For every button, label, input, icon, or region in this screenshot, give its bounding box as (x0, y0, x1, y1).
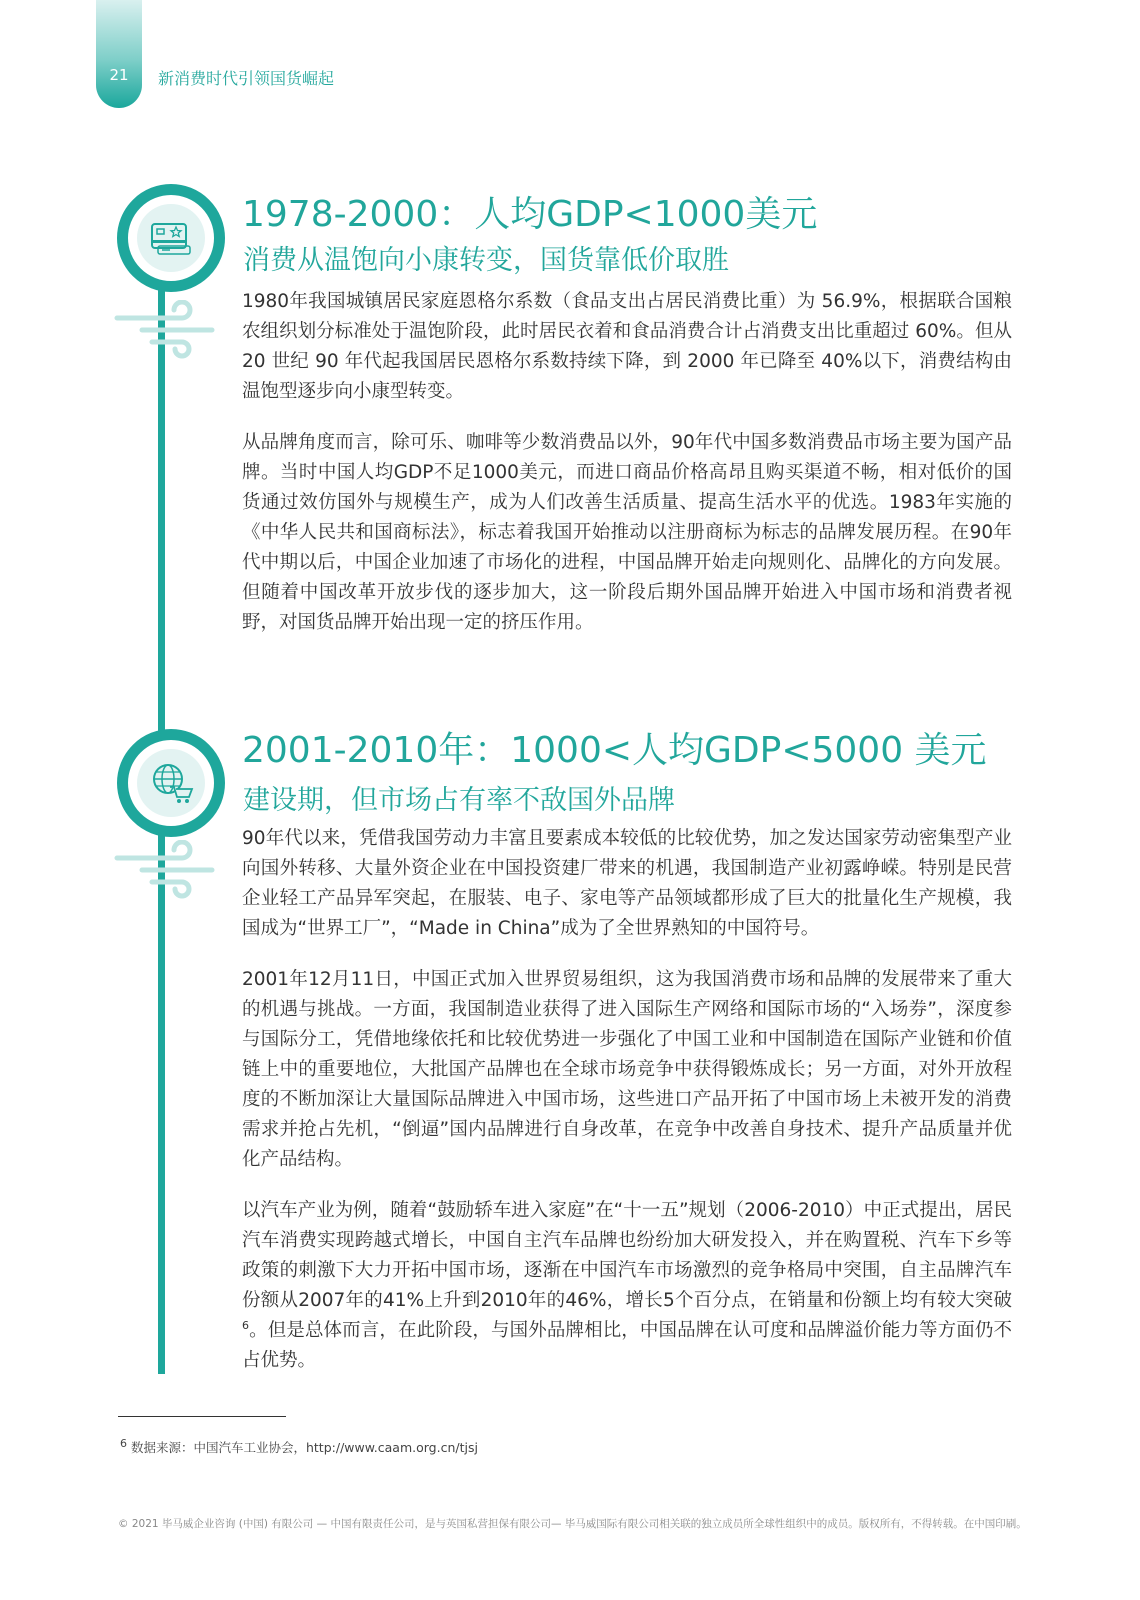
section-2-paragraph-2: 2001年12月11日，中国正式加入世界贸易组织，这为我国消费市场和品牌的发展带来了重大的机遇与挑战。一方面，我国制造业获得了进入国际生产网络和国际市场的“入场券”，深度参与国际分工，凭借地缘依托和比较优势进一步强化了中国工业和中国制造在国际产业链和价值链上中的重要地位，大批国产品牌也在全球市场竞争中获得锻炼成长；另一方面，对外开放程度的不断加深让大量国际品牌进入中国市场，这些进口产品开拓了中国市场上未被开发的消费需求并抢占先机，“倒逼”国内品牌进行自身改革，在竞争中改善自身技术、提升产品质量并优化产品结构。 (242, 969, 1012, 1170)
globe-cart-icon (148, 761, 194, 805)
credit-card-icon (148, 218, 194, 258)
footnote-text: 数据来源：中国汽车工业协会，http://www.caam.org.cn/tjsj (130, 1440, 478, 1455)
decorative-swirl-2 (112, 840, 222, 900)
section-2-paragraph-3 (242, 1196, 1012, 1376)
marker-1-inner (137, 204, 205, 272)
timeline-marker-2 (117, 729, 225, 837)
section-1-title: 1978-2000：人均GDP<1000美元 (242, 194, 818, 235)
section-1-paragraph-1: 1980年我国城镇居民家庭恩格尔系数（食品支出占居民消费比重）为 56.9%，根据联合国粮农组织划分标准处于温饱阶段，此时居民衣着和食品消费合计占消费支出比重超过 60%。但从 20 世纪 90 年代起我国居民恩格尔系数持续下降，到 2000 年已降至 40%以下，消费结构由温饱型逐步向小康型转变。 (242, 291, 1012, 402)
page-number-tab (96, 0, 142, 108)
footnote-marker: 6 (120, 1436, 127, 1450)
section-2-subtitle: 建设期，但市场占有率不敌国外品牌 (243, 785, 675, 816)
section-2-paragraph-1: 90年代以来，凭借我国劳动力丰富且要素成本较低的比较优势，加之发达国家劳动密集型产业向国外转移、大量外资企业在中国投资建厂带来的机遇，我国制造产业初露峥嵘。特别是民营企业轻工产品异军突起，在服装、电子、家电等产品领域都形成了巨大的批量化生产规模，我国成为“世界工厂”，“Made in China”成为了全世界熟知的中国符号。 (242, 828, 1012, 939)
section-2-title: 2001-2010年：1000<人均GDP<5000 美元 (242, 730, 987, 771)
page-number: 21 (109, 66, 129, 84)
footnote (120, 1438, 478, 1456)
copyright-footer: © 2021 毕马威企业咨询 (中国) 有限公司 — 中国有限责任公司，是与英国私营担保有限公司— 毕马威国际有限公司相关联的独立成员所全球性组织中的成员。版权所有，不得转载。在中国印刷。 (118, 1518, 1027, 1530)
paragraph-3-text-a: 以汽车产业为例，随着“鼓励轿车进入家庭”在“十一五”规划（2006-2010）中正式提出，居民汽车消费实现跨越式增长，中国自主汽车品牌也纷纷加大研发投入，并在购置税、汽车下乡等政策的刺激下大力开拓中国市场，逐渐在中国汽车市场激烈的竞争格局中突围，自主品牌汽车份额从2007年的41%上升到2010年的46%，增长5个百分点，在销量和份额上均有较大突破 (242, 1200, 1012, 1311)
section-1-paragraph-2: 从品牌角度而言，除可乐、咖啡等少数消费品以外，90年代中国多数消费品市场主要为国产品牌。当时中国人均GDP不足1000美元，而进口商品价格高昂且购买渠道不畅，相对低价的国货通过效仿国外与规模生产，成为人们改善生活质量、提高生活水平的优选。1983年实施的《中华人民共和国商标法》，标志着我国开始推动以注册商标为标志的品牌发展历程。在90年代中期以后，中国企业加速了市场化的进程，中国品牌开始走向规则化、品牌化的方向发展。但随着中国改革开放步伐的逐步加大，这一阶段后期外国品牌开始进入中国市场和消费者视野，对国货品牌开始出现一定的挤压作用。 (242, 432, 1012, 633)
paragraph-3-text-b: 。但是总体而言，在此阶段，与国外品牌相比，中国品牌在认可度和品牌溢价能力等方面仍不占优势。 (242, 1320, 1012, 1371)
footnote-ref-6: 6 (242, 1318, 249, 1332)
marker-2-inner (137, 749, 205, 817)
footnote-divider (118, 1416, 286, 1417)
decorative-swirl-1 (112, 300, 222, 360)
timeline-marker-1 (117, 184, 225, 292)
section-1-subtitle: 消费从温饱向小康转变，国货靠低价取胜 (243, 245, 729, 276)
running-header-title: 新消费时代引领国货崛起 (158, 69, 335, 88)
